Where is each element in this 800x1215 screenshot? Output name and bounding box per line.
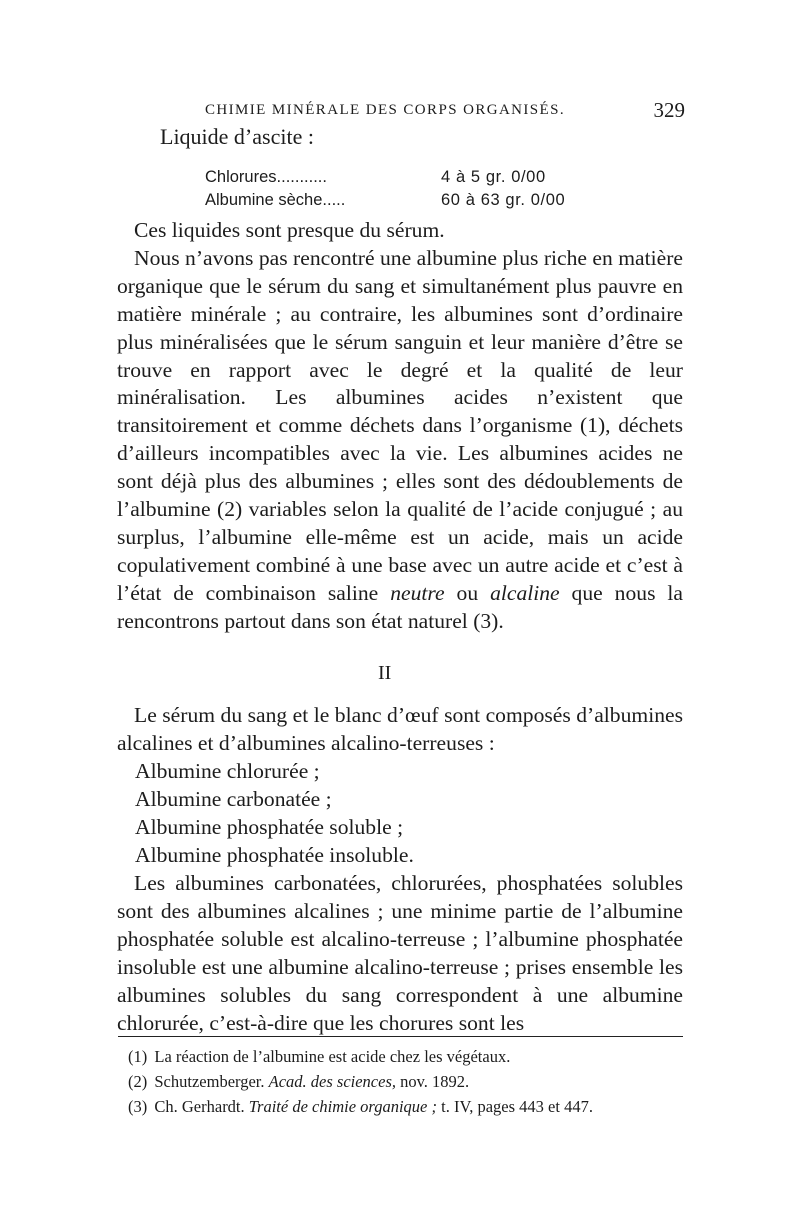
body-text-block-3 <box>117 870 683 1037</box>
paragraph-2-connector: ou <box>444 580 491 605</box>
paragraph-4: Les albumines carbonatées, chlorurées, phosphatées solubles sont des albumines alcalines ; une minime partie de l’albumine phosphatée soluble est alcalino-terreuse ; l’albumine phosphatée insoluble est une albumine alcalino-terreuse ; prises ensemble les albumines solubles du sang correspondent à une albumine chlorurée, c’est-à-dire que les chorures sont les <box>117 871 683 1035</box>
paragraph-2-text: Nous n’avons pas rencontré une albumine plus riche en matière organique que le sérum du sang et simultanément plus pauvre en matière minérale ; au contraire, les albumines sont d’ordinaire plus minéralisées que le sérum sanguin et leur manière d’être se trouve en rapport avec le degré et la qualité de leur minéralisation. Les albumines acides n’existent que transitoirement et comme déchets dans l’organisme (1), déchets d’ailleurs incompatibles avec la vie. Les albumines acides ne sont déjà plus des albumines ; elles sont des dédoublements de l’albumine (2) variables selon la qualité de l’acide conjugué ; au surplus, l’albumine elle-même est un acide, mais un acide copulativement combiné à une base avec un autre acide et c’est à l’état de combinaison saline <box>117 245 683 605</box>
section-numeral: II <box>378 662 392 684</box>
body-text-block-2 <box>117 702 683 758</box>
body-text-block-1 <box>117 217 683 636</box>
list-item: Albumine chlorurée ; <box>135 759 320 783</box>
data-row-label: Chlorures........... <box>205 168 327 186</box>
paragraph-2 <box>117 245 683 636</box>
section-label: Liquide d’ascite : <box>160 124 314 149</box>
footnote-2 <box>128 1069 688 1094</box>
list-item: Albumine phosphatée insoluble. <box>135 843 414 867</box>
footnote-mark: (3) <box>128 1097 148 1116</box>
data-row-label: Albumine sèche..... <box>205 191 346 209</box>
italic-alcaline: alcaline <box>490 580 560 605</box>
list-item: Albumine phosphatée soluble ; <box>135 815 404 839</box>
paragraph-3: Le sérum du sang et le blanc d’œuf sont composés d’albumines alcalines et d’albumines alcalino-terreuses : <box>117 703 683 755</box>
italic-neutre: neutre <box>390 580 445 605</box>
list-item: Albumine carbonatée ; <box>135 787 332 811</box>
footnote-italic: Traité de chimie organique ; <box>248 1097 437 1116</box>
running-title: CHIMIE MINÉRALE DES CORPS ORGANISÉS. <box>205 102 566 118</box>
footnote-text: Ch. Gerhardt. <box>154 1097 249 1116</box>
footnote-divider <box>118 1036 683 1037</box>
footnote-tail: t. IV, pages 443 et 447. <box>436 1097 593 1116</box>
page-number: 329 <box>653 98 685 122</box>
footnote-3 <box>128 1094 688 1119</box>
running-head <box>205 96 685 124</box>
footnote-italic: Acad. des sciences, <box>268 1072 396 1091</box>
paragraph-1: Ces liquides sont presque du sérum. <box>134 218 445 242</box>
footnote-tail: nov. 1892. <box>396 1072 470 1091</box>
footnote-mark: (1) <box>128 1047 148 1066</box>
footnote-text: Schutzemberger. <box>154 1072 269 1091</box>
footnotes <box>128 1044 688 1119</box>
footnote-1 <box>128 1044 688 1069</box>
footnote-mark: (2) <box>128 1072 148 1091</box>
paragraph-2-tail: que nous la rencontrons partout dans son état naturel (3). <box>117 580 683 633</box>
footnote-text: La réaction de l’albumine est acide chez les végétaux. <box>154 1047 511 1066</box>
data-row-value: 4 à 5 gr. 0/00 <box>441 168 546 186</box>
data-row-value: 60 à 63 gr. 0/00 <box>441 191 566 209</box>
